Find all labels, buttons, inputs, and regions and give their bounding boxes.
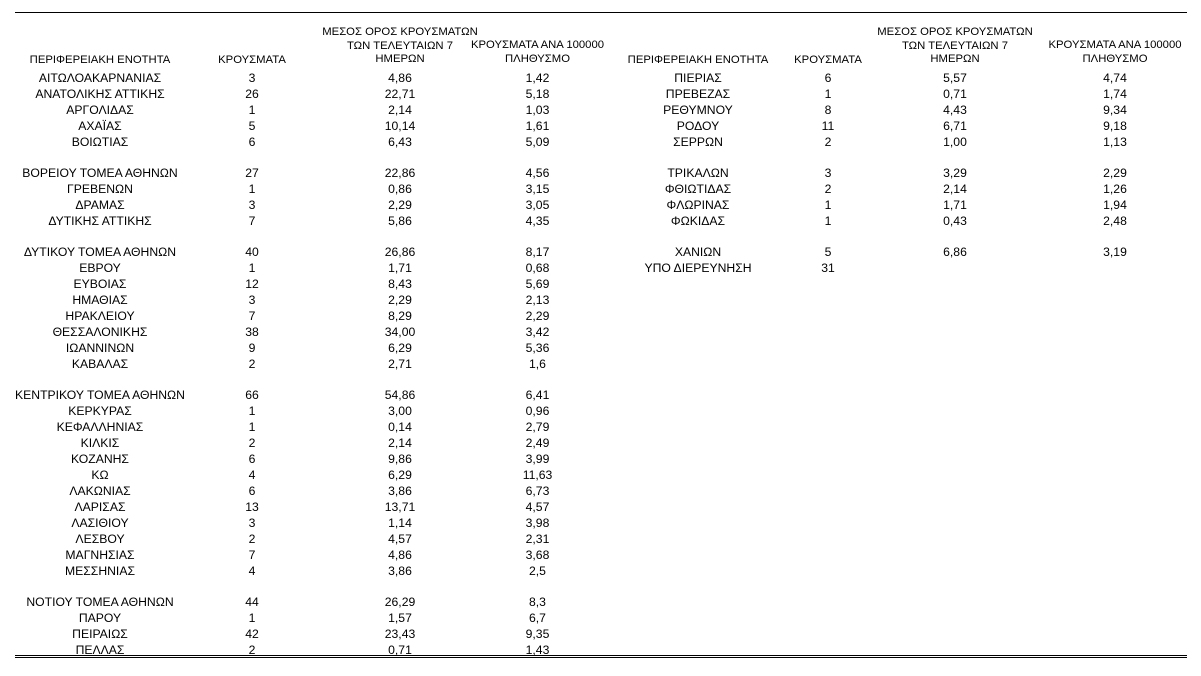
cell-avg7: 2,14 bbox=[943, 182, 967, 196]
table-row bbox=[0, 292, 600, 308]
cell-region: ΚΕΦΑΛΛΗΝΙΑΣ bbox=[56, 420, 144, 434]
cell-region: ΧΑΝΙΩΝ bbox=[674, 245, 722, 259]
cell-per100k: 4,56 bbox=[525, 166, 550, 180]
cell-cases: 12 bbox=[245, 277, 259, 291]
cell-avg7: 8,43 bbox=[388, 277, 412, 291]
cell-avg7: 1,14 bbox=[388, 516, 412, 530]
cell-avg7: 4,43 bbox=[943, 103, 967, 117]
cell-cases: 2 bbox=[824, 182, 832, 196]
cell-per100k: 4,35 bbox=[525, 214, 550, 228]
cell-region: ΡΕΘΥΜΝΟΥ bbox=[663, 103, 733, 117]
cell-region: ΜΕΣΣΗΝΙΑΣ bbox=[64, 564, 135, 578]
cell-cases: 1 bbox=[824, 198, 832, 212]
cell-per100k: 6,41 bbox=[525, 388, 550, 402]
cell-region: ΘΕΣΣΑΛΟΝΙΚΗΣ bbox=[52, 325, 148, 339]
cell-cases: 2 bbox=[248, 436, 256, 450]
cell-per100k: 5,69 bbox=[525, 277, 550, 291]
cell-per100k: 2,31 bbox=[525, 532, 550, 546]
header-avg7 bbox=[870, 26, 1040, 67]
cell-per100k: 5,09 bbox=[525, 135, 550, 149]
table-row bbox=[0, 276, 600, 292]
cell-avg7: 10,14 bbox=[384, 119, 416, 133]
cell-avg7: 3,00 bbox=[388, 404, 412, 418]
cell-per100k: 1,94 bbox=[1103, 198, 1127, 212]
cell-avg7: 6,43 bbox=[388, 135, 412, 149]
cell-region: ΛΕΣΒΟΥ bbox=[75, 532, 125, 546]
cell-avg7: 6,86 bbox=[943, 245, 967, 259]
cell-avg7: 6,71 bbox=[943, 119, 967, 133]
cell-per100k: 1,74 bbox=[1103, 87, 1127, 101]
cell-cases: 1 bbox=[248, 182, 256, 196]
table-row bbox=[0, 499, 600, 515]
cell-cases: 2 bbox=[248, 532, 256, 546]
table-row bbox=[600, 197, 1200, 213]
cell-cases: 11 bbox=[821, 119, 835, 133]
cell-avg7: 5,57 bbox=[943, 71, 967, 85]
cell-per100k: 1,42 bbox=[525, 71, 550, 85]
cell-per100k: 2,79 bbox=[525, 420, 550, 434]
cell-per100k: 2,49 bbox=[525, 436, 550, 450]
cell-per100k: 2,29 bbox=[525, 309, 550, 323]
cell-avg7: 2,14 bbox=[388, 103, 412, 117]
cell-avg7: 26,86 bbox=[384, 245, 416, 259]
table-row bbox=[600, 102, 1200, 118]
header-per100k-line: ΚΡΟΥΣΜΑΤΑ ΑΝΑ 100000 bbox=[1048, 39, 1182, 51]
header-cases-line: ΚΡΟΥΣΜΑΤΑ bbox=[794, 54, 862, 66]
cell-per100k: 3,42 bbox=[525, 325, 550, 339]
table-row bbox=[600, 181, 1200, 197]
cell-per100k: 2,48 bbox=[1103, 214, 1127, 228]
cell-region: ΙΩΑΝΝΙΝΩΝ bbox=[65, 341, 135, 355]
cell-avg7: 1,71 bbox=[943, 198, 967, 212]
cell-avg7: 13,71 bbox=[384, 500, 416, 514]
table-row bbox=[600, 244, 1200, 260]
cell-cases: 26 bbox=[245, 87, 259, 101]
table-row bbox=[0, 435, 600, 451]
cell-cases: 1 bbox=[824, 214, 832, 228]
cell-per100k: 3,19 bbox=[1103, 245, 1127, 259]
cell-cases: 5 bbox=[824, 245, 832, 259]
cell-per100k: 2,5 bbox=[529, 564, 546, 578]
table-row bbox=[0, 403, 600, 419]
top-rule bbox=[15, 12, 1187, 13]
table-row bbox=[0, 531, 600, 547]
left-table bbox=[0, 26, 605, 666]
cell-cases: 13 bbox=[245, 500, 259, 514]
cell-cases: 1 bbox=[248, 404, 256, 418]
cell-avg7: 9,86 bbox=[388, 452, 412, 466]
cell-per100k: 1,43 bbox=[525, 643, 550, 657]
cell-cases: 7 bbox=[248, 548, 256, 562]
cell-region: ΦΩΚΙΔΑΣ bbox=[670, 214, 726, 228]
cell-avg7: 0,43 bbox=[943, 214, 967, 228]
cell-region: ΡΟΔΟΥ bbox=[676, 119, 720, 133]
cell-avg7: 2,29 bbox=[388, 293, 412, 307]
cell-per100k: 6,7 bbox=[529, 611, 546, 625]
header-per100k-line: ΠΛΗΘΥΣΜΟ bbox=[504, 52, 570, 65]
cell-cases: 31 bbox=[821, 261, 835, 275]
cell-avg7: 34,00 bbox=[384, 325, 416, 339]
cell-avg7: 0,86 bbox=[388, 182, 412, 196]
header-avg7-line: ΤΩΝ ΤΕΛΕΥΤΑΙΩΝ 7 bbox=[346, 39, 454, 52]
table-row bbox=[600, 134, 1200, 150]
cell-region: ΕΥΒΟΙΑΣ bbox=[73, 277, 127, 291]
cell-region: ΚΑΒΑΛΑΣ bbox=[71, 357, 129, 371]
cell-region: ΝΟΤΙΟΥ ΤΟΜΕΑ ΑΘΗΝΩΝ bbox=[26, 595, 174, 609]
cell-avg7: 22,71 bbox=[384, 87, 416, 101]
table-row bbox=[600, 70, 1200, 86]
header-region bbox=[15, 54, 185, 68]
cell-region: ΚΕΡΚΥΡΑΣ bbox=[68, 404, 132, 418]
cell-cases: 27 bbox=[245, 166, 259, 180]
table-row bbox=[0, 483, 600, 499]
cell-avg7: 6,29 bbox=[388, 341, 412, 355]
cell-region: ΔΥΤΙΚΗΣ ΑΤΤΙΚΗΣ bbox=[48, 214, 152, 228]
cell-region: ΗΜΑΘΙΑΣ bbox=[72, 293, 128, 307]
table-row bbox=[0, 86, 600, 102]
header-avg7-line: ΗΜΕΡΩΝ bbox=[930, 53, 980, 65]
cell-region: ΔΡΑΜΑΣ bbox=[75, 198, 125, 212]
cell-cases: 3 bbox=[248, 293, 256, 307]
cell-per100k: 9,34 bbox=[1103, 103, 1127, 117]
table-row bbox=[0, 324, 600, 340]
table-row bbox=[0, 547, 600, 563]
table-row bbox=[0, 387, 600, 403]
cell-cases: 7 bbox=[248, 309, 256, 323]
cell-avg7: 3,86 bbox=[388, 484, 412, 498]
table-row bbox=[0, 467, 600, 483]
cell-avg7: 54,86 bbox=[384, 388, 416, 402]
header-region-line: ΠΕΡΙΦΕΡΕΙΑΚΗ ΕΝΟΤΗΤΑ bbox=[627, 54, 769, 66]
cell-region: ΚΙΛΚΙΣ bbox=[80, 436, 120, 450]
cell-cases: 66 bbox=[245, 388, 259, 402]
table-row bbox=[0, 165, 600, 181]
cell-per100k: 1,03 bbox=[525, 103, 550, 117]
table-row bbox=[0, 626, 600, 642]
cell-avg7: 2,71 bbox=[388, 357, 412, 371]
header-avg7-line: ΜΕΣΟΣ ΟΡΟΣ ΚΡΟΥΣΜΑΤΩΝ bbox=[877, 26, 1033, 38]
cell-per100k: 3,15 bbox=[525, 182, 550, 196]
table-row bbox=[0, 181, 600, 197]
cell-per100k: 9,18 bbox=[1103, 119, 1127, 133]
cell-avg7: 2,29 bbox=[388, 198, 412, 212]
cell-region: ΓΡΕΒΕΝΩΝ bbox=[67, 182, 133, 196]
table-row bbox=[0, 260, 600, 276]
cell-per100k: 8,17 bbox=[525, 245, 550, 259]
header-per100k-line: ΚΡΟΥΣΜΑΤΑ ΑΝΑ 100000 bbox=[470, 39, 605, 51]
cell-region: ΠΙΕΡΙΑΣ bbox=[674, 71, 722, 85]
cell-region: ΠΕΙΡΑΙΩΣ bbox=[72, 627, 128, 641]
cell-region: ΣΕΡΡΩΝ bbox=[673, 135, 723, 149]
cell-cases: 6 bbox=[248, 452, 256, 466]
cell-region: ΕΒΡΟΥ bbox=[79, 261, 121, 275]
cell-region: ΠΡΕΒΕΖΑΣ bbox=[665, 87, 731, 101]
table-row bbox=[0, 213, 600, 229]
header-avg7-line: ΤΩΝ ΤΕΛΕΥΤΑΙΩΝ 7 bbox=[901, 39, 1009, 52]
cell-avg7: 0,14 bbox=[388, 420, 412, 434]
header-avg7 bbox=[315, 26, 485, 67]
cell-per100k: 1,13 bbox=[1103, 135, 1127, 149]
cell-avg7: 5,86 bbox=[388, 214, 412, 228]
table-row bbox=[0, 451, 600, 467]
cell-cases: 1 bbox=[248, 420, 256, 434]
cell-per100k: 1,6 bbox=[529, 357, 546, 371]
cell-cases: 4 bbox=[248, 468, 256, 482]
cell-per100k: 11,63 bbox=[522, 468, 553, 482]
header-avg7-line: ΗΜΕΡΩΝ bbox=[375, 53, 425, 65]
cell-region: ΠΑΡΟΥ bbox=[78, 611, 122, 625]
cell-per100k: 3,99 bbox=[525, 452, 550, 466]
cell-avg7: 4,86 bbox=[388, 71, 412, 85]
cell-cases: 2 bbox=[248, 643, 256, 657]
cell-cases: 8 bbox=[824, 103, 832, 117]
cell-cases: 2 bbox=[824, 135, 832, 149]
cell-region: ΦΘΙΩΤΙΔΑΣ bbox=[664, 182, 732, 196]
cell-avg7: 4,86 bbox=[388, 548, 412, 562]
cell-cases: 3 bbox=[248, 516, 256, 530]
cell-cases: 1 bbox=[248, 261, 256, 275]
table-row bbox=[0, 356, 600, 372]
cell-avg7: 8,29 bbox=[388, 309, 412, 323]
table-row bbox=[0, 118, 600, 134]
cell-cases: 4 bbox=[248, 564, 256, 578]
header-cases bbox=[793, 54, 863, 68]
table-row bbox=[0, 102, 600, 118]
cell-region: ΛΑΚΩΝΙΑΣ bbox=[69, 484, 131, 498]
table-row bbox=[0, 594, 600, 610]
cell-avg7: 3,86 bbox=[388, 564, 412, 578]
table-row bbox=[600, 213, 1200, 229]
table-row bbox=[0, 563, 600, 579]
header-region bbox=[613, 54, 783, 68]
cell-region: ΒΟΙΩΤΙΑΣ bbox=[71, 135, 129, 149]
table-row bbox=[0, 244, 600, 260]
cell-avg7: 1,00 bbox=[943, 135, 967, 149]
table-row bbox=[600, 260, 1200, 276]
cell-cases: 3 bbox=[248, 198, 256, 212]
table-row bbox=[0, 419, 600, 435]
header-per100k-line: ΠΛΗΘΥΣΜΟ bbox=[1082, 52, 1148, 65]
cell-per100k: 3,68 bbox=[525, 548, 550, 562]
cell-avg7: 22,86 bbox=[384, 166, 416, 180]
cell-region: ΑΙΤΩΛΟΑΚΑΡΝΑΝΙΑΣ bbox=[38, 71, 162, 85]
cell-cases: 3 bbox=[824, 166, 832, 180]
cell-region: ΦΛΩΡΙΝΑΣ bbox=[666, 198, 730, 212]
cell-cases: 42 bbox=[245, 627, 259, 641]
cell-avg7: 3,29 bbox=[943, 166, 967, 180]
header-per100k bbox=[465, 39, 610, 66]
cell-region: ΑΝΑΤΟΛΙΚΗΣ ΑΤΤΙΚΗΣ bbox=[35, 87, 165, 101]
cell-per100k: 0,96 bbox=[525, 404, 550, 418]
table-row bbox=[600, 118, 1200, 134]
cell-cases: 2 bbox=[248, 357, 256, 371]
cell-avg7: 2,14 bbox=[388, 436, 412, 450]
cell-per100k: 3,98 bbox=[525, 516, 550, 530]
cell-per100k: 0,68 bbox=[525, 261, 550, 275]
cell-avg7: 1,57 bbox=[388, 611, 412, 625]
bottom-rule bbox=[15, 655, 1187, 658]
cell-cases: 44 bbox=[245, 595, 259, 609]
cell-avg7: 1,71 bbox=[388, 261, 412, 275]
right-table bbox=[600, 26, 1200, 666]
table-row bbox=[0, 197, 600, 213]
cell-region: ΥΠΟ ΔΙΕΡΕΥΝΗΣΗ bbox=[644, 261, 752, 275]
cell-cases: 9 bbox=[248, 341, 256, 355]
cell-cases: 6 bbox=[248, 135, 256, 149]
cell-region: ΑΡΓΟΛΙΔΑΣ bbox=[66, 103, 134, 117]
cell-per100k: 6,73 bbox=[525, 484, 550, 498]
table-row bbox=[600, 165, 1200, 181]
cell-per100k: 4,74 bbox=[1103, 71, 1127, 85]
cell-avg7: 23,43 bbox=[384, 627, 416, 641]
cell-region: ΔΥΤΙΚΟΥ ΤΟΜΕΑ ΑΘΗΝΩΝ bbox=[23, 245, 177, 259]
cell-per100k: 2,13 bbox=[525, 293, 550, 307]
cell-region: ΛΑΣΙΘΙΟΥ bbox=[71, 516, 129, 530]
cell-per100k: 1,61 bbox=[525, 119, 550, 133]
table-row bbox=[0, 515, 600, 531]
header-avg7-line: ΜΕΣΟΣ ΟΡΟΣ ΚΡΟΥΣΜΑΤΩΝ bbox=[322, 26, 478, 38]
cell-cases: 40 bbox=[245, 245, 259, 259]
cell-region: ΒΟΡΕΙΟΥ ΤΟΜΕΑ ΑΘΗΝΩΝ bbox=[22, 166, 178, 180]
cell-cases: 5 bbox=[248, 119, 256, 133]
cell-per100k: 8,3 bbox=[529, 595, 546, 609]
cell-region: ΛΑΡΙΣΑΣ bbox=[74, 500, 126, 514]
cell-region: ΚΟΖΑΝΗΣ bbox=[71, 452, 129, 466]
cell-cases: 38 bbox=[245, 325, 259, 339]
table-row bbox=[600, 86, 1200, 102]
cell-avg7: 0,71 bbox=[943, 87, 967, 101]
header-cases bbox=[217, 54, 287, 68]
cell-per100k: 4,57 bbox=[525, 500, 550, 514]
cell-per100k: 3,05 bbox=[525, 198, 550, 212]
table-row bbox=[0, 70, 600, 86]
table-row bbox=[0, 340, 600, 356]
cell-per100k: 5,18 bbox=[525, 87, 550, 101]
cell-region: ΑΧΑΪΑΣ bbox=[78, 119, 122, 133]
header-region-line: ΠΕΡΙΦΕΡΕΙΑΚΗ ΕΝΟΤΗΤΑ bbox=[29, 54, 171, 66]
cell-region: ΗΡΑΚΛΕΙΟΥ bbox=[65, 309, 135, 323]
cell-per100k: 5,36 bbox=[525, 341, 550, 355]
header-cases-line: ΚΡΟΥΣΜΑΤΑ bbox=[218, 54, 286, 66]
cell-cases: 7 bbox=[248, 214, 256, 228]
cell-cases: 6 bbox=[248, 484, 256, 498]
cell-region: ΤΡΙΚΑΛΩΝ bbox=[667, 166, 729, 180]
cell-region: ΜΑΓΝΗΣΙΑΣ bbox=[65, 548, 135, 562]
cell-region: ΚΩ bbox=[91, 468, 109, 482]
cell-per100k: 9,35 bbox=[525, 627, 550, 641]
table-row bbox=[0, 134, 600, 150]
cell-avg7: 26,29 bbox=[384, 595, 416, 609]
cell-cases: 1 bbox=[824, 87, 832, 101]
cell-cases: 1 bbox=[248, 103, 256, 117]
cell-region: ΚΕΝΤΡΙΚΟΥ ΤΟΜΕΑ ΑΘΗΝΩΝ bbox=[15, 388, 185, 402]
cell-avg7: 0,71 bbox=[388, 643, 412, 657]
table-row bbox=[0, 610, 600, 626]
table-row bbox=[0, 308, 600, 324]
header-per100k bbox=[1040, 39, 1190, 66]
cell-avg7: 4,57 bbox=[388, 532, 412, 546]
cell-cases: 6 bbox=[824, 71, 832, 85]
cell-per100k: 1,26 bbox=[1103, 182, 1127, 196]
cell-per100k: 2,29 bbox=[1103, 166, 1127, 180]
cell-region: ΠΕΛΛΑΣ bbox=[75, 643, 125, 657]
cell-cases: 1 bbox=[248, 611, 256, 625]
cell-cases: 3 bbox=[248, 71, 256, 85]
cell-avg7: 6,29 bbox=[388, 468, 412, 482]
